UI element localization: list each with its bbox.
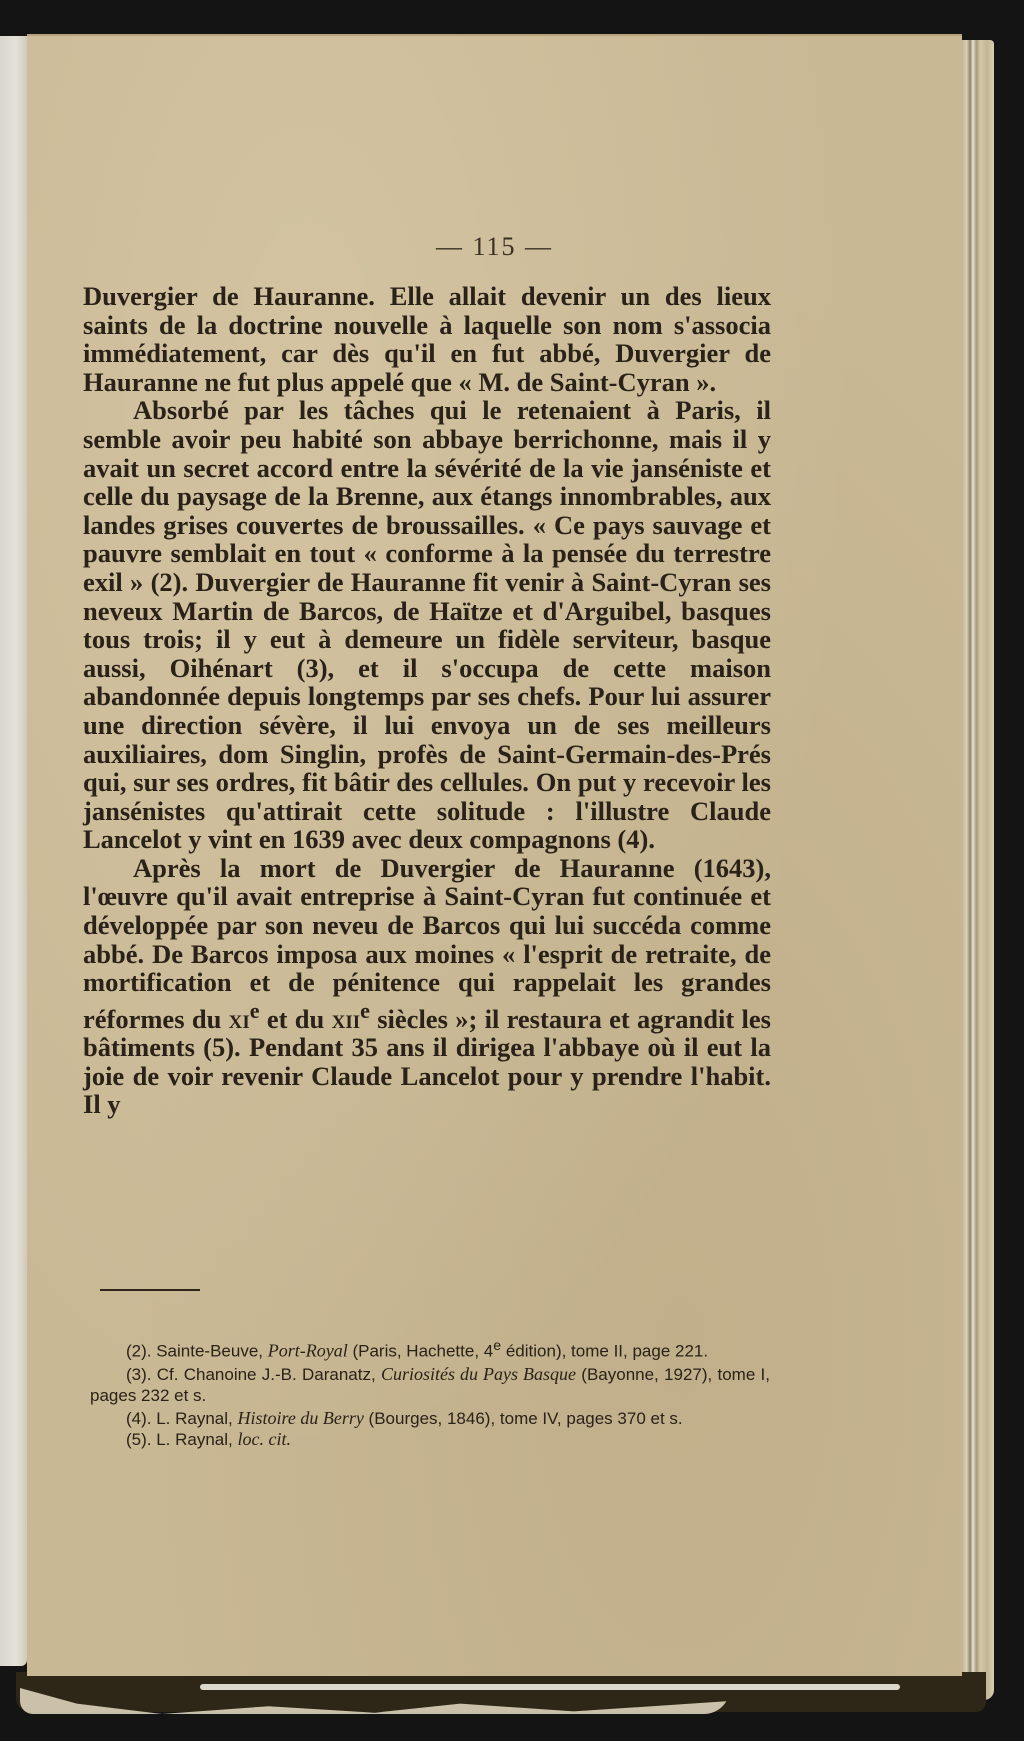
footnote-5 — [90, 1429, 770, 1450]
body-text — [83, 282, 771, 1119]
footnote-text: L. Raynal, — [151, 1408, 238, 1428]
footnote-2 — [90, 1336, 770, 1362]
century-12: xii — [331, 1003, 361, 1034]
facing-page-edge — [0, 36, 27, 1666]
footnote-text: (Bourges, 1846), tome IV, pages 370 et s. — [363, 1408, 683, 1428]
footnote-title: Port-Royal — [267, 1340, 348, 1361]
footnote-sup: e — [493, 1338, 502, 1354]
century-11: xi — [228, 1003, 250, 1034]
paragraph-1: Duvergier de Hauranne. Elle allait devenir un des lieux saints de la doctrine nouvelle à laquelle son nom s'associa immédiatement, car dès qu'il en fut abbé, Duvergier de Hauranne ne fut plus appelé que « M. de Saint-Cyran ». — [83, 281, 771, 397]
footnote-title: Histoire du Berry — [237, 1407, 364, 1428]
footnote-marker: (3). — [126, 1364, 152, 1384]
page-stack-edge — [960, 40, 994, 1700]
footnote-text: (Bayonne, 1927), tome I, pages 232 et s. — [90, 1364, 770, 1405]
book-page — [27, 34, 962, 1676]
page-number: — 115 — — [435, 232, 554, 261]
paragraph-3-part-a: Après la mort de Duvergier de Hauranne (1643), l'œuvre qu'il avait entreprise à Saint-Cyran fut continuée et développée par son neveu de Barcos qui lui succéda comme abbé. De Barcos imposa aux moines « l'esprit de retraite, de mortification et de pénitence qui rappelait les grandes réformes du — [83, 852, 771, 1034]
footnote-title: loc. cit. — [237, 1428, 291, 1449]
footnote-marker: (5). — [126, 1429, 152, 1449]
footnote-3 — [90, 1364, 770, 1406]
book-bottom-edge — [16, 1672, 986, 1712]
footnote-marker: (4). — [126, 1408, 152, 1428]
century-12-sup: e — [360, 997, 370, 1023]
footnote-text: Cf. Chanoine J.-B. Daranatz, — [151, 1364, 381, 1384]
footnote-text: (Paris, Hachette, 4 — [347, 1341, 494, 1361]
footnote-marker: (2). — [126, 1341, 152, 1361]
paragraph-3-part-c: siècles »; il restaura et agrandit les bâtiments (5). Pendant 35 ans il dirigea l'abbaye où il eut la joie de voir revenir Claude Lancelot pour y prendre l'habit. Il y — [83, 1003, 771, 1120]
page-bottom-strip — [200, 1684, 900, 1690]
paragraph-3 — [83, 854, 771, 1119]
footnote-separator — [100, 1289, 200, 1291]
footnote-text: Sainte-Beuve, — [151, 1341, 268, 1361]
paragraph-2: Absorbé par les tâches qui le retenaient à Paris, il semble avoir peu habité son abbaye berrichonne, mais il y avait un secret accord entre la sévérité de la vie janséniste et celle du paysage de la Brenne, aux étangs innombrables, aux landes grises couvertes de broussailles. « Ce pays sauvage et pauvre semblait en tout « conforme à la pensée du terrestre exil » (2). Duvergier de Hauranne fit venir à Saint-Cyran ses neveux Martin de Barcos, de Haïtze et d'Arguibel, basques tous trois; il y eut à demeure un fidèle serviteur, basque aussi, Oihénart (3), et il s'occupa de cette maison abandonnée depuis longtemps par ses chefs. Pour lui assurer une direction sévère, il lui envoya un de ses meilleurs auxiliaires, dom Singlin, profès de Saint-Germain-des-Prés qui, sur ses ordres, fit bâtir des cellules. On put y recevoir les jansénistes qu'attirait cette solitude : l'illustre Claude Lancelot y vint en 1639 avec deux compagnons (4). — [83, 395, 771, 855]
footnote-text: L. Raynal, — [151, 1429, 238, 1449]
century-11-sup: e — [249, 997, 260, 1023]
paragraph-3-part-b: et du — [259, 1003, 332, 1034]
footnote-4 — [90, 1408, 770, 1429]
footnote-text: édition), tome II, page 221. — [501, 1341, 709, 1361]
footnote-title: Curiosités du Pays Basque — [380, 1363, 577, 1384]
footnotes — [90, 1336, 770, 1450]
